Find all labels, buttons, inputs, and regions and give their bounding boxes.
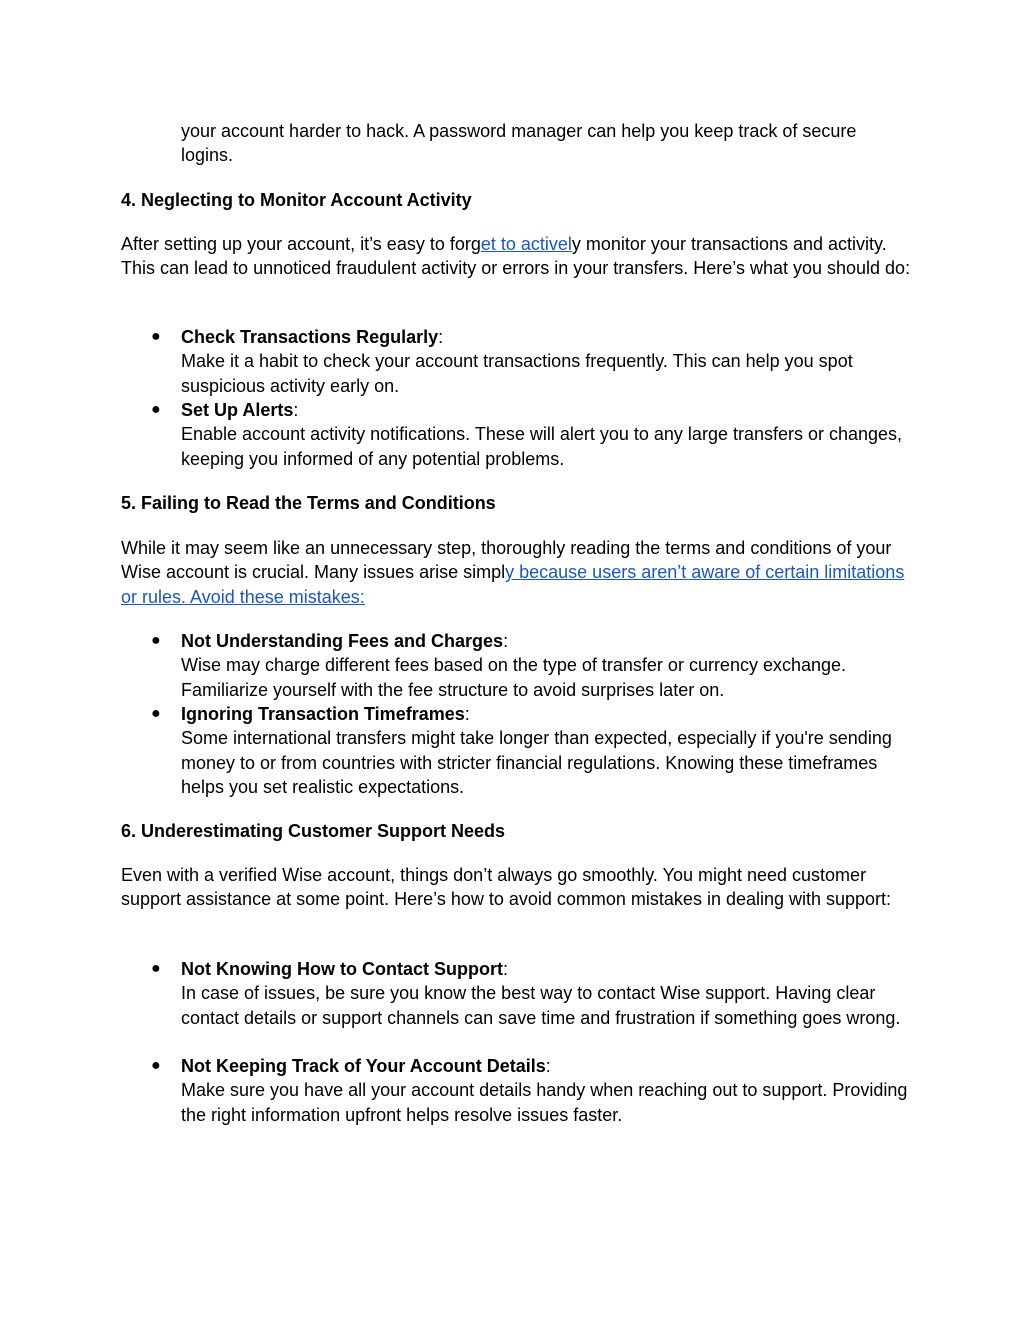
list-item-colon: : — [502, 959, 508, 979]
list-item-text: Make sure you have all your account details handy when reaching out to support. Providing the right information upfront helps resolve issues faster. — [181, 1080, 908, 1125]
section-4-text-pre: After setting up your account, it’s easy to forg — [121, 234, 481, 254]
list-item-title: Ignoring Transaction Timeframes — [181, 704, 465, 724]
section-6-heading: 6. Underestimating Customer Support Needs — [121, 821, 506, 841]
list-item-colon: : — [464, 704, 470, 724]
list-item-title: Check Transactions Regularly — [181, 327, 439, 347]
section-4-heading: 4. Neglecting to Monitor Account Activity — [121, 190, 472, 210]
section-4-link[interactable]: et to activel — [480, 234, 572, 254]
bullet-icon: ● — [151, 401, 161, 418]
list-item-colon: : — [545, 1056, 551, 1076]
intro-continuation: your account harder to hack. A password manager can help you keep track of secure logins. — [181, 121, 857, 166]
section-5-heading: 5. Failing to Read the Terms and Conditions — [121, 493, 496, 513]
list-item-title: Not Keeping Track of Your Account Details — [181, 1056, 546, 1076]
section-4-text-post: y monitor your transactions and activity. This can lead to unnoticed fraudulent activity or errors in your transfers. Here’s what you should do: — [121, 234, 911, 279]
list-item-colon: : — [293, 400, 299, 420]
bullet-icon: ● — [151, 328, 161, 345]
section-5-link[interactable]: y because users aren’t aware of certain limitations or rules. Avoid these mistakes: — [121, 562, 905, 607]
list-item-title: Not Knowing How to Contact Support — [181, 959, 503, 979]
list-item-colon: : — [438, 327, 444, 347]
list-item-colon: : — [503, 631, 509, 651]
list-item-title: Set Up Alerts — [181, 400, 294, 420]
list-item-text: Wise may charge different fees based on the type of transfer or currency exchange. Familiarize yourself with the fee structure to avoid surprises later on. — [181, 655, 847, 700]
section-6-paragraph — [121, 863, 921, 912]
list-item-title: Not Understanding Fees and Charges — [181, 631, 504, 651]
section-6-text-pre: Even with a verified Wise account, things don’t always go smoothly. You might need customer support assistance at some point. Here’s how to avoid common mistakes in dealing with support: — [121, 865, 892, 910]
list-item-text: Enable account activity notifications. These will alert you to any large transfers or changes, keeping you informed of any potential problems. — [181, 424, 903, 469]
section-5-paragraph — [121, 536, 921, 609]
list-item-text: Some international transfers might take longer than expected, especially if you're sending money to or from countries with stricter financial regulations. Knowing these timeframes helps you set realistic expectations. — [181, 728, 892, 798]
section-4-paragraph — [121, 232, 921, 281]
bullet-icon: ● — [151, 632, 161, 649]
bullet-icon: ● — [151, 960, 161, 977]
section-5-text-pre: While it may seem like an unnecessary step, thoroughly reading the terms and conditions of your Wise account is crucial. Many issues arise simpl — [121, 538, 892, 583]
list-item-text: In case of issues, be sure you know the best way to contact Wise support. Having clear contact details or support channels can save time and frustration if something goes wrong. — [181, 983, 901, 1028]
bullet-icon: ● — [151, 705, 161, 722]
list-item-text: Make it a habit to check your account transactions frequently. This can help you spot suspicious activity early on. — [181, 351, 853, 396]
bullet-icon: ● — [151, 1057, 161, 1074]
